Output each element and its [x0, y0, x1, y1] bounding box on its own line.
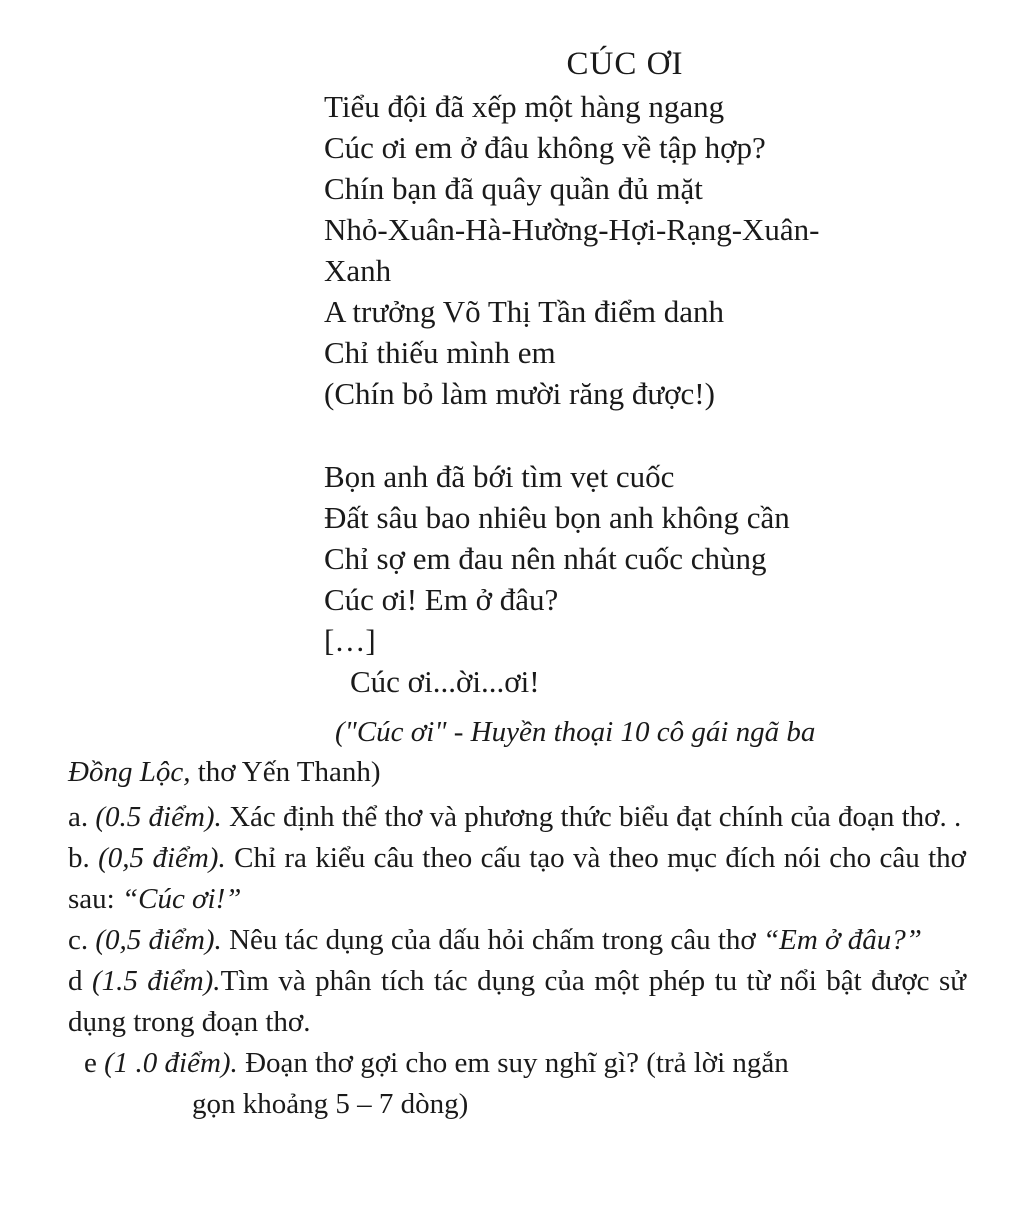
question-label: c.: [68, 924, 96, 956]
poem-line: Bọn anh đã bới tìm vẹt cuốc: [324, 459, 675, 494]
poem-body: [324, 86, 964, 702]
question-points: (0.5 điểm).: [95, 801, 222, 833]
question-label: d: [68, 965, 92, 997]
question-e: [68, 1043, 984, 1125]
source-place: Đồng Lộc,: [68, 756, 191, 788]
question-points: (1.5 điểm).: [91, 965, 221, 997]
question-label: e: [84, 1047, 105, 1079]
poem-title: CÚC ƠI: [566, 46, 684, 82]
source-citation-line2: [68, 756, 381, 789]
source-citation-line1: ("Cúc ơi" - Huyền thoại 10 cô gái ngã ba: [335, 716, 816, 748]
poem-line: Cúc ơi em ở đâu không về tập hợp?: [324, 130, 766, 165]
poem-line: […]: [324, 623, 376, 658]
poem-line: Chín bạn đã quây quần đủ mặt: [324, 171, 703, 206]
question-points: (1 .0 điểm).: [104, 1047, 238, 1079]
stanza-break: [324, 414, 964, 456]
poem-line: Tiểu đội đã xếp một hàng ngang: [324, 89, 725, 124]
poem-last-line: Cúc ơi...ời...ơi!: [350, 664, 540, 699]
poem-line: Chỉ sợ em đau nên nhát cuốc chùng: [324, 541, 767, 576]
question-text: Xác định thể thơ và phương thức biểu đạt chính của đoạn thơ. .: [221, 801, 962, 833]
poem-line: Đất sâu bao nhiêu bọn anh không cần: [324, 500, 790, 535]
question-list: [68, 797, 966, 1125]
question-text: Tìm và phân tích tác dụng của một phép tu từ nổi bật được sử dụng trong đoạn thơ.: [68, 965, 966, 1038]
question-text: Nêu tác dụng của dấu hỏi chấm trong câu thơ: [221, 924, 763, 956]
question-points: (0,5 điểm).: [95, 924, 222, 956]
poem-line: A trưởng Võ Thị Tần điểm danh: [324, 294, 725, 329]
poem-line: Xanh: [324, 253, 392, 288]
question-quote: “Cúc ơi!”: [121, 883, 242, 915]
question-label: b.: [68, 842, 99, 874]
question-points: (0,5 điểm).: [98, 842, 226, 874]
question-a: [68, 797, 966, 838]
question-text-continued: gọn khoảng 5 – 7 dòng): [192, 1088, 469, 1120]
question-label: a.: [68, 801, 96, 833]
poem-line: (Chín bỏ làm mười răng được!): [324, 376, 715, 411]
poem-line: Cúc ơi! Em ở đâu?: [324, 582, 559, 617]
question-d: [68, 961, 966, 1043]
question-text: Chỉ ra kiểu câu theo cấu tạo và theo mục đích nói cho câu thơ sau:: [68, 842, 966, 915]
question-c: [68, 920, 966, 961]
question-quote: “Em ở đâu?”: [763, 924, 922, 956]
question-text: Đoạn thơ gợi cho em suy nghĩ gì? (trả lời ngắn: [237, 1047, 789, 1079]
poem-line: Nhỏ-Xuân-Hà-Hường-Hợi-Rạng-Xuân-: [324, 212, 820, 247]
poem-line: Chỉ thiếu mình em: [324, 335, 556, 370]
question-b: [68, 838, 966, 920]
source-author: thơ Yến Thanh): [190, 756, 381, 788]
